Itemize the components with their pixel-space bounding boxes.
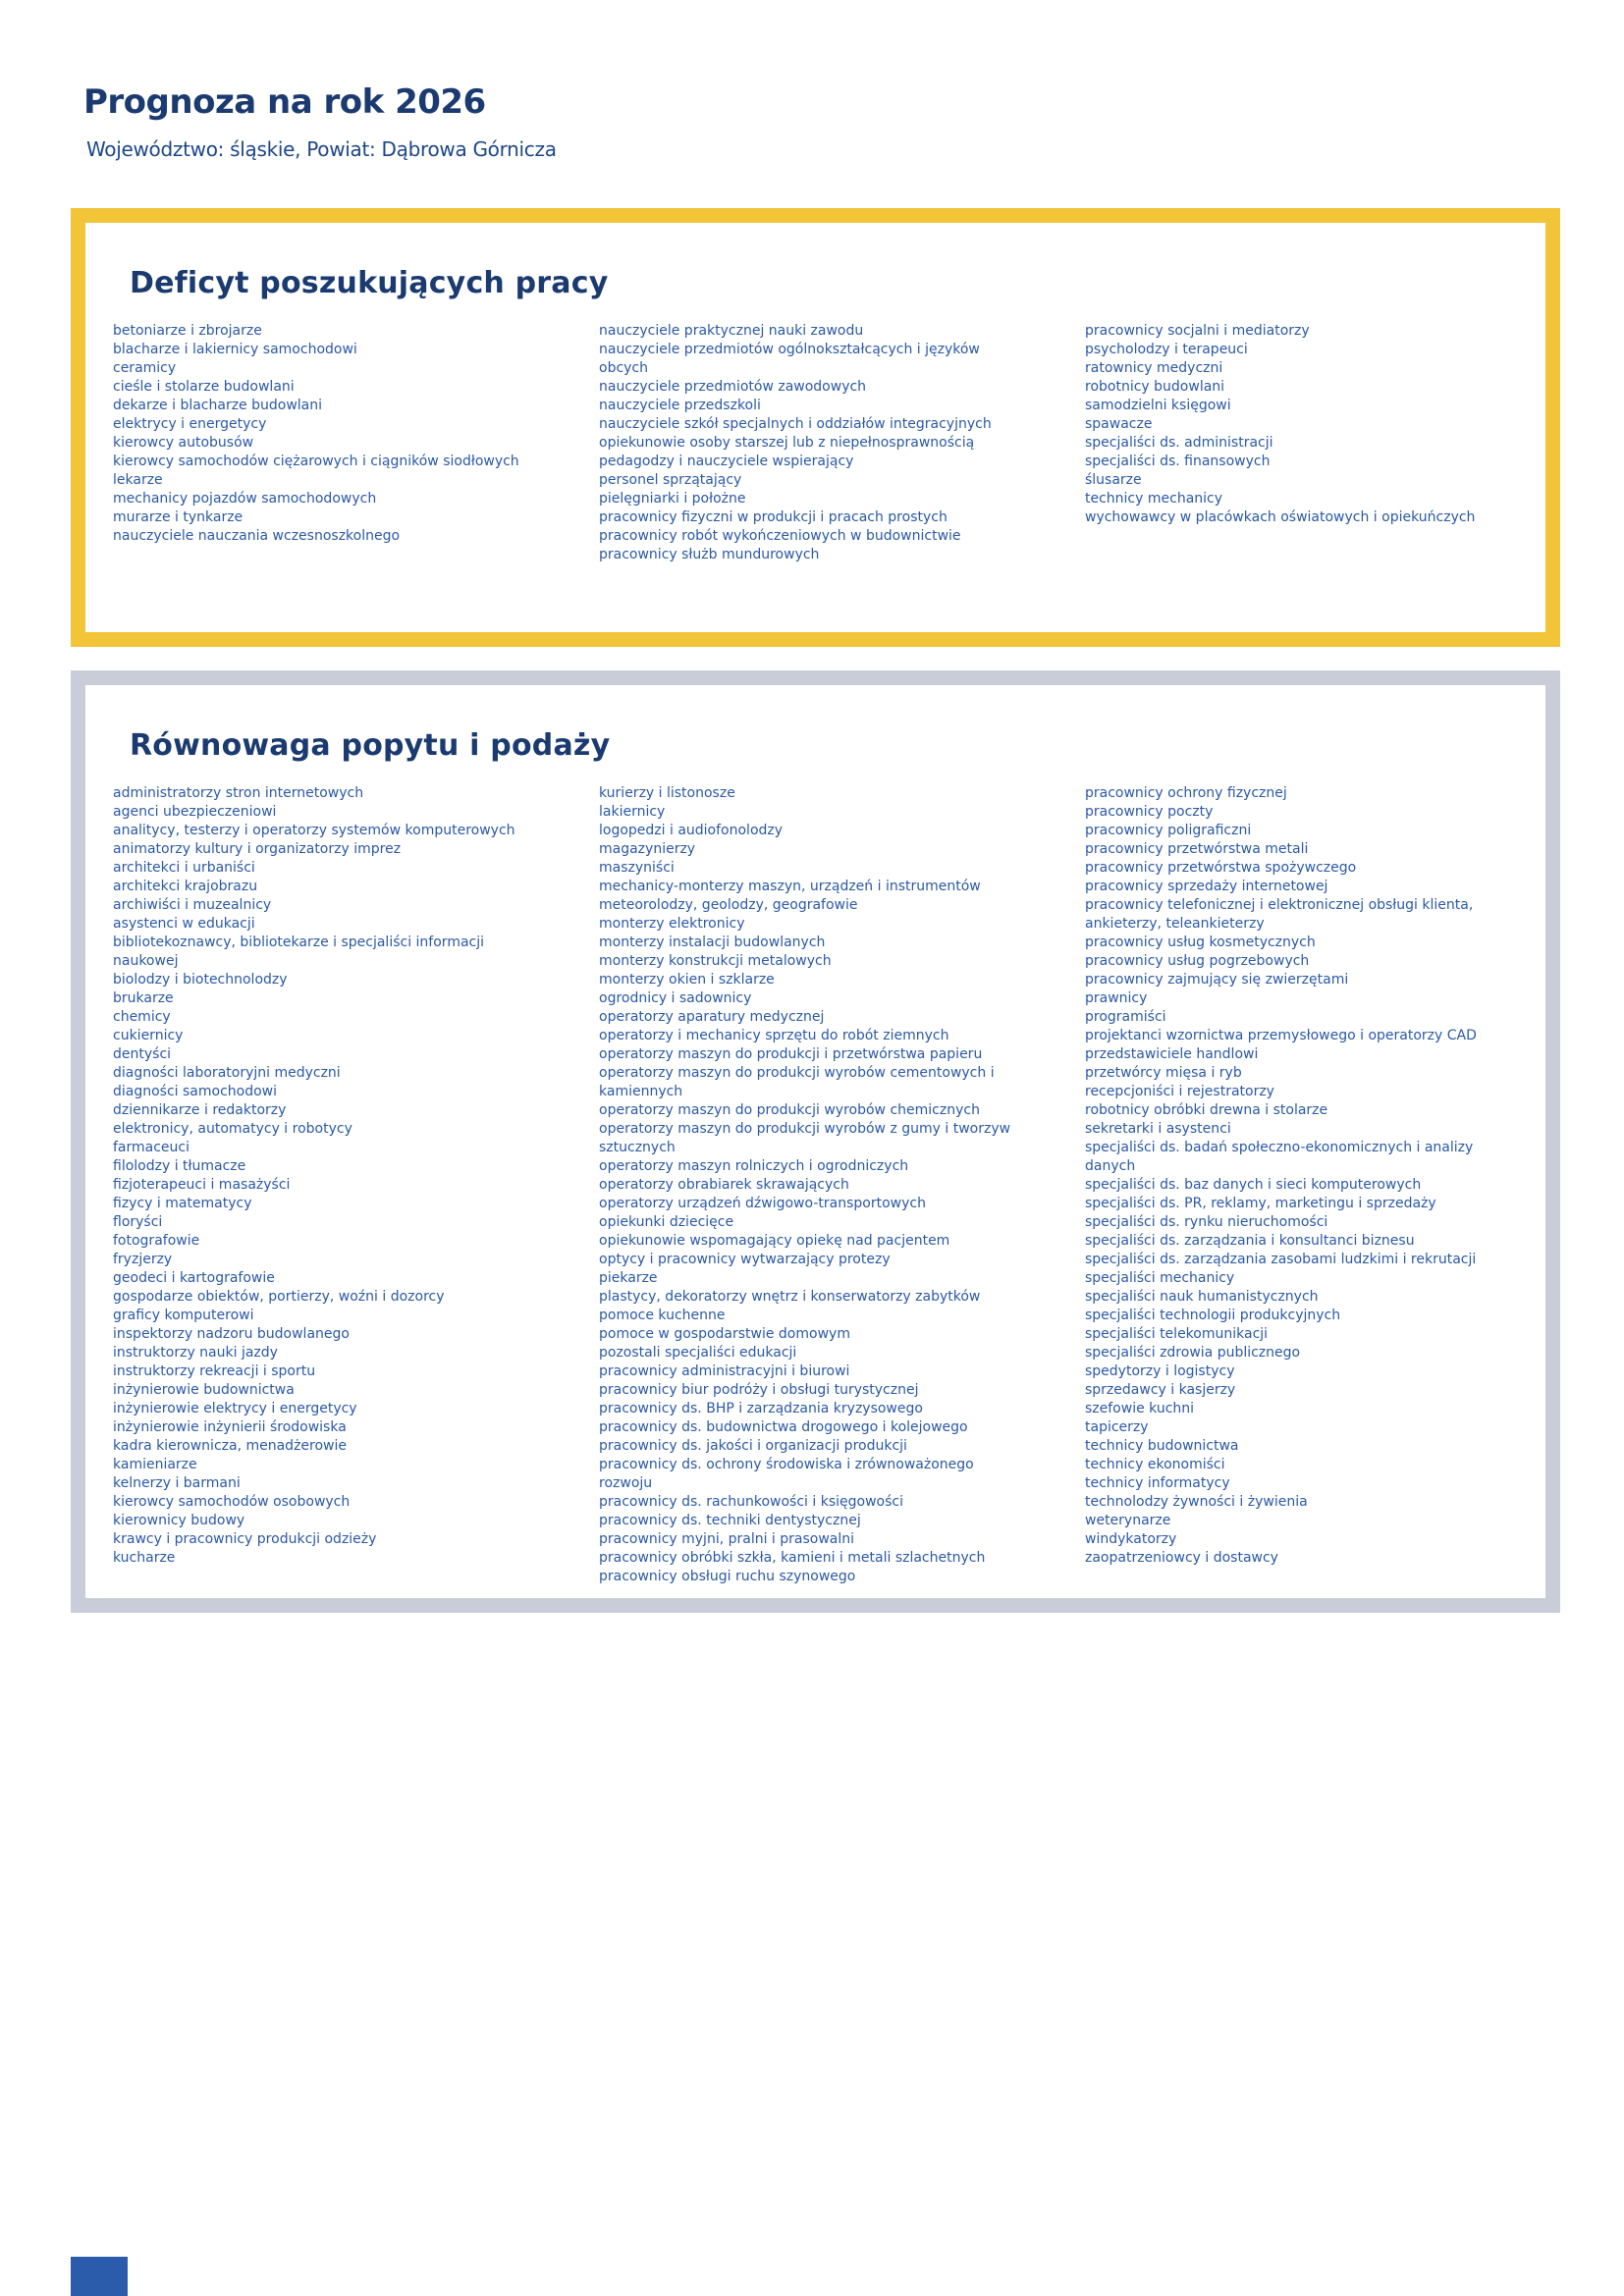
occupation-item: pracownicy ds. jakości i organizacji produkcji <box>599 1438 907 1454</box>
occupation-item: operatorzy urządzeń dźwigowo-transportowych <box>599 1196 926 1211</box>
occupation-item: plastycy, dekoratorzy wnętrz i konserwatorzy zabytków <box>599 1289 981 1305</box>
occupation-item: technicy ekonomiści <box>1085 1457 1225 1472</box>
occupation-item: brukarze <box>113 990 174 1006</box>
occupation-item: pracownicy służb mundurowych <box>599 547 820 562</box>
occupation-item: kamieniarze <box>113 1457 197 1472</box>
occupation-item: opiekunowie osoby starszej lub z niepełnosprawnością <box>599 435 975 451</box>
occupation-item: operatorzy obrabiarek skrawających <box>599 1177 849 1193</box>
columns <box>113 784 1545 1586</box>
occupation-item: instruktorzy nauki jazdy <box>113 1345 278 1361</box>
occupation-item: pracownicy usług kosmetycznych <box>1085 934 1316 950</box>
balance-section-box <box>71 670 1560 1613</box>
occupation-item: operatorzy aparatury medycznej <box>599 1009 825 1025</box>
occupation-item: nauczyciele praktycznej nauki zawodu <box>599 323 864 339</box>
occupation-item: kurierzy i listonosze <box>599 785 735 801</box>
occupation-item: kelnerzy i barmani <box>113 1475 241 1491</box>
occupation-item: elektrycy i energetycy <box>113 416 267 432</box>
occupation-item: animatorzy kultury i organizatorzy imprez <box>113 841 402 857</box>
occupation-item: pracownicy sprzedaży internetowej <box>1085 879 1328 894</box>
occupation-item: elektronicy, automatycy i robotycy <box>113 1121 352 1137</box>
occupation-item: pomoce kuchenne <box>599 1308 726 1323</box>
occupation-item: pracownicy socjalni i mediatorzy <box>1085 323 1310 339</box>
occupation-item: personel sprzątający <box>599 472 742 488</box>
occupation-item: inspektorzy nadzoru budowlanego <box>113 1326 350 1342</box>
occupation-item: operatorzy maszyn do produkcji wyrobów cementowych i kamiennych <box>599 1065 995 1099</box>
occupation-item: inżynierowie elektrycy i energetycy <box>113 1401 357 1416</box>
occupation-item: przedstawiciele handlowi <box>1085 1046 1259 1062</box>
occupation-column <box>113 322 535 564</box>
occupation-item: murarze i tynkarze <box>113 509 244 525</box>
occupation-item: pomoce w gospodarstwie domowym <box>599 1326 850 1342</box>
occupation-item: specjaliści telekomunikacji <box>1085 1326 1269 1342</box>
occupation-item: technicy mechanicy <box>1085 491 1223 507</box>
occupation-item: diagności laboratoryjni medyczni <box>113 1065 341 1081</box>
occupation-item: pracownicy poczty <box>1085 804 1214 820</box>
occupation-item: pracownicy zajmujący się zwierzętami <box>1085 972 1349 988</box>
next-section-corner-marker <box>71 2257 128 2296</box>
occupation-item: dentyści <box>113 1046 172 1062</box>
occupation-item: monterzy okien i szklarze <box>599 972 775 988</box>
occupation-item: floryści <box>113 1214 163 1230</box>
occupation-item: operatorzy i mechanicy sprzętu do robót ziemnych <box>599 1028 949 1043</box>
occupation-item: instruktorzy rekreacji i sportu <box>113 1363 316 1379</box>
occupation-item: zaopatrzeniowcy i dostawcy <box>1085 1550 1278 1566</box>
occupation-item: pracownicy przetwórstwa spożywczego <box>1085 860 1357 876</box>
occupation-item: blacharze i lakiernicy samochodowi <box>113 342 357 357</box>
occupation-item: sekretarki i asystenci <box>1085 1121 1231 1137</box>
occupation-item: szefowie kuchni <box>1085 1401 1195 1416</box>
occupation-item: kierowcy samochodów ciężarowych i ciągników siodłowych <box>113 454 519 469</box>
occupation-item: cieśle i stolarze budowlani <box>113 379 295 395</box>
occupation-item: operatorzy maszyn do produkcji i przetwórstwa papieru <box>599 1046 983 1062</box>
occupation-item: cukiernicy <box>113 1028 184 1043</box>
occupation-item: kadra kierownicza, menadżerowie <box>113 1438 347 1454</box>
occupation-item: pracownicy biur podróży i obsługi turystycznej <box>599 1382 919 1398</box>
occupation-item: robotnicy budowlani <box>1085 379 1225 395</box>
occupation-item: przetwórcy mięsa i ryb <box>1085 1065 1242 1081</box>
occupation-item: pracownicy usług pogrzebowych <box>1085 953 1310 969</box>
occupation-item: specjaliści mechanicy <box>1085 1270 1235 1286</box>
occupation-item: dekarze i blacharze budowlani <box>113 398 323 413</box>
occupation-item: pracownicy obsługi ruchu szynowego <box>599 1569 856 1584</box>
occupation-item: samodzielni księgowi <box>1085 398 1231 413</box>
occupation-item: technicy budownictwa <box>1085 1438 1239 1454</box>
occupation-item: technicy informatycy <box>1085 1475 1230 1491</box>
occupation-item: pracownicy przetwórstwa metali <box>1085 841 1309 857</box>
occupation-item: bibliotekoznawcy, bibliotekarze i specjaliści informacji naukowej <box>113 934 485 969</box>
occupation-item: recepcjoniści i rejestratorzy <box>1085 1084 1274 1099</box>
occupation-item: nauczyciele przedszkoli <box>599 398 761 413</box>
occupation-item: archiwiści i muzealnicy <box>113 897 272 913</box>
occupation-item: chemicy <box>113 1009 171 1025</box>
occupation-item: robotnicy obróbki drewna i stolarze <box>1085 1102 1328 1118</box>
occupation-item: mechanicy-monterzy maszyn, urządzeń i instrumentów <box>599 879 981 894</box>
occupation-item: specjaliści ds. badań społeczno-ekonomicznych i analizy danych <box>1085 1140 1474 1174</box>
occupation-item: monterzy konstrukcji metalowych <box>599 953 832 969</box>
occupation-item: administratorzy stron internetowych <box>113 785 364 801</box>
occupation-item: pracownicy ds. BHP i zarządzania kryzysowego <box>599 1401 923 1416</box>
occupation-item: architekci krajobrazu <box>113 879 258 894</box>
occupation-item: analitycy, testerzy i operatorzy systemów komputerowych <box>113 823 515 838</box>
occupation-column <box>1085 784 1507 1586</box>
occupation-item: opiekunki dziecięce <box>599 1214 734 1230</box>
occupation-item: pracownicy obróbki szkła, kamieni i metali szlachetnych <box>599 1550 986 1566</box>
occupation-item: pracownicy ds. rachunkowości i księgowości <box>599 1494 903 1510</box>
occupation-item: pielęgniarki i położne <box>599 491 746 507</box>
occupation-item: inżynierowie inżynierii środowiska <box>113 1419 347 1435</box>
occupation-item: monterzy instalacji budowlanych <box>599 934 826 950</box>
occupation-item: nauczyciele przedmiotów ogólnokształcących i języków obcych <box>599 342 980 376</box>
occupation-item: pracownicy ds. techniki dentystycznej <box>599 1513 861 1528</box>
occupation-item: kucharze <box>113 1550 176 1566</box>
occupation-item: agenci ubezpieczeniowi <box>113 804 277 820</box>
occupation-item: projektanci wzornictwa przemysłowego i operatorzy CAD <box>1085 1028 1477 1043</box>
occupation-item: biolodzy i biotechnolodzy <box>113 972 288 988</box>
occupation-item: graficy komputerowi <box>113 1308 254 1323</box>
page-title: Prognoza na rok 2026 <box>83 82 486 122</box>
occupation-item: programiści <box>1085 1009 1166 1025</box>
occupation-item: fryzjerzy <box>113 1252 173 1267</box>
occupation-item: spawacze <box>1085 416 1153 432</box>
occupation-item: pracownicy administracyjni i biurowi <box>599 1363 850 1379</box>
occupation-item: specjaliści ds. administracji <box>1085 435 1273 451</box>
occupation-item: pracownicy fizyczni w produkcji i pracach prostych <box>599 509 947 525</box>
occupation-column <box>1085 322 1507 564</box>
occupation-item: ceramicy <box>113 360 177 376</box>
occupation-item: farmaceuci <box>113 1140 190 1155</box>
occupation-item: psycholodzy i terapeuci <box>1085 342 1248 357</box>
occupation-column <box>599 322 1021 564</box>
occupation-item: specjaliści technologii produkcyjnych <box>1085 1308 1341 1323</box>
occupation-item: specjaliści zdrowia publicznego <box>1085 1345 1301 1361</box>
occupation-column <box>113 784 535 1586</box>
occupation-item: betoniarze i zbrojarze <box>113 323 262 339</box>
occupation-item: technolodzy żywności i żywienia <box>1085 1494 1308 1510</box>
occupation-item: lakiernicy <box>599 804 666 820</box>
occupation-item: pracownicy robót wykończeniowych w budownictwie <box>599 528 961 544</box>
occupation-item: monterzy elektronicy <box>599 916 745 932</box>
occupation-item: inżynierowie budownictwa <box>113 1382 295 1398</box>
occupation-item: pracownicy poligraficzni <box>1085 823 1252 838</box>
occupation-item: spedytorzy i logistycy <box>1085 1363 1235 1379</box>
occupation-item: nauczyciele szkół specjalnych i oddziałów integracyjnych <box>599 416 992 432</box>
occupation-item: kierowcy samochodów osobowych <box>113 1494 351 1510</box>
occupation-item: gospodarze obiektów, portierzy, woźni i dozorcy <box>113 1289 445 1305</box>
occupation-item: kierownicy budowy <box>113 1513 245 1528</box>
occupation-item: specjaliści ds. zarządzania zasobami ludzkimi i rekrutacji <box>1085 1252 1477 1267</box>
occupation-item: diagności samochodowi <box>113 1084 278 1099</box>
occupation-item: specjaliści ds. zarządzania i konsultanci biznesu <box>1085 1233 1415 1249</box>
occupation-item: lekarze <box>113 472 163 488</box>
occupation-item: ślusarze <box>1085 472 1142 488</box>
occupation-item: windykatorzy <box>1085 1531 1177 1547</box>
occupation-item: pracownicy ochrony fizycznej <box>1085 785 1287 801</box>
occupation-item: operatorzy maszyn do produkcji wyrobów z gumy i tworzyw sztucznych <box>599 1121 1011 1155</box>
occupation-item: logopedzi i audiofonolodzy <box>599 823 784 838</box>
occupation-item: pracownicy ds. ochrony środowiska i zrównoważonego rozwoju <box>599 1457 974 1491</box>
occupation-item: weterynarze <box>1085 1513 1171 1528</box>
occupation-item: nauczyciele przedmiotów zawodowych <box>599 379 867 395</box>
occupation-item: kierowcy autobusów <box>113 435 254 451</box>
occupation-item: specjaliści ds. baz danych i sieci komputerowych <box>1085 1177 1422 1193</box>
occupation-item: nauczyciele nauczania wczesnoszkolnego <box>113 528 401 544</box>
occupation-item: pracownicy myjni, pralni i prasowalni <box>599 1531 855 1547</box>
occupation-item: dziennikarze i redaktorzy <box>113 1102 287 1118</box>
occupation-column <box>599 784 1021 1586</box>
occupation-item: krawcy i pracownicy produkcji odzieży <box>113 1531 377 1547</box>
occupation-item: prawnicy <box>1085 990 1148 1006</box>
occupation-item: maszyniści <box>599 860 675 876</box>
occupation-item: pozostali specjaliści edukacji <box>599 1345 797 1361</box>
occupation-item: operatorzy maszyn do produkcji wyrobów chemicznych <box>599 1102 980 1118</box>
occupation-item: pracownicy telefonicznej i elektronicznej obsługi klienta, ankieterzy, teleankieterzy <box>1085 897 1474 932</box>
occupation-item: meteorolodzy, geolodzy, geografowie <box>599 897 858 913</box>
occupation-item: specjaliści nauk humanistycznych <box>1085 1289 1319 1305</box>
deficit-section-title: Deficyt poszukujących pracy <box>130 266 609 300</box>
occupation-item: piekarze <box>599 1270 658 1286</box>
page-subtitle: Województwo: śląskie, Powiat: Dąbrowa Górnicza <box>86 137 557 161</box>
occupation-item: operatorzy maszyn rolniczych i ogrodniczych <box>599 1158 909 1174</box>
occupation-item: mechanicy pojazdów samochodowych <box>113 491 377 507</box>
occupation-item: ogrodnicy i sadownicy <box>599 990 752 1006</box>
occupation-item: optycy i pracownicy wytwarzający protezy <box>599 1252 891 1267</box>
occupation-item: opiekunowie wspomagający opiekę nad pacjentem <box>599 1233 950 1249</box>
occupation-item: specjaliści ds. finansowych <box>1085 454 1271 469</box>
occupation-item: geodeci i kartografowie <box>113 1270 275 1286</box>
balance-section-title: Równowaga popytu i podaży <box>130 728 611 763</box>
occupation-item: fotografowie <box>113 1233 200 1249</box>
deficit-section-box <box>71 208 1560 647</box>
occupation-item: fizycy i matematycy <box>113 1196 252 1211</box>
occupation-item: tapicerzy <box>1085 1419 1149 1435</box>
occupation-item: specjaliści ds. rynku nieruchomości <box>1085 1214 1328 1230</box>
occupation-item: sprzedawcy i kasjerzy <box>1085 1382 1236 1398</box>
occupation-item: ratownicy medyczni <box>1085 360 1223 376</box>
occupation-item: pedagodzy i nauczyciele wspierający <box>599 454 854 469</box>
occupation-item: pracownicy ds. budownictwa drogowego i kolejowego <box>599 1419 968 1435</box>
occupation-item: magazynierzy <box>599 841 696 857</box>
occupation-item: specjaliści ds. PR, reklamy, marketingu i sprzedaży <box>1085 1196 1436 1211</box>
columns <box>113 322 1545 564</box>
occupation-item: fizjoterapeuci i masażyści <box>113 1177 291 1193</box>
occupation-item: wychowawcy w placówkach oświatowych i opiekuńczych <box>1085 509 1476 525</box>
occupation-item: filolodzy i tłumacze <box>113 1158 246 1174</box>
occupation-item: architekci i urbaniści <box>113 860 255 876</box>
occupation-item: asystenci w edukacji <box>113 916 255 932</box>
